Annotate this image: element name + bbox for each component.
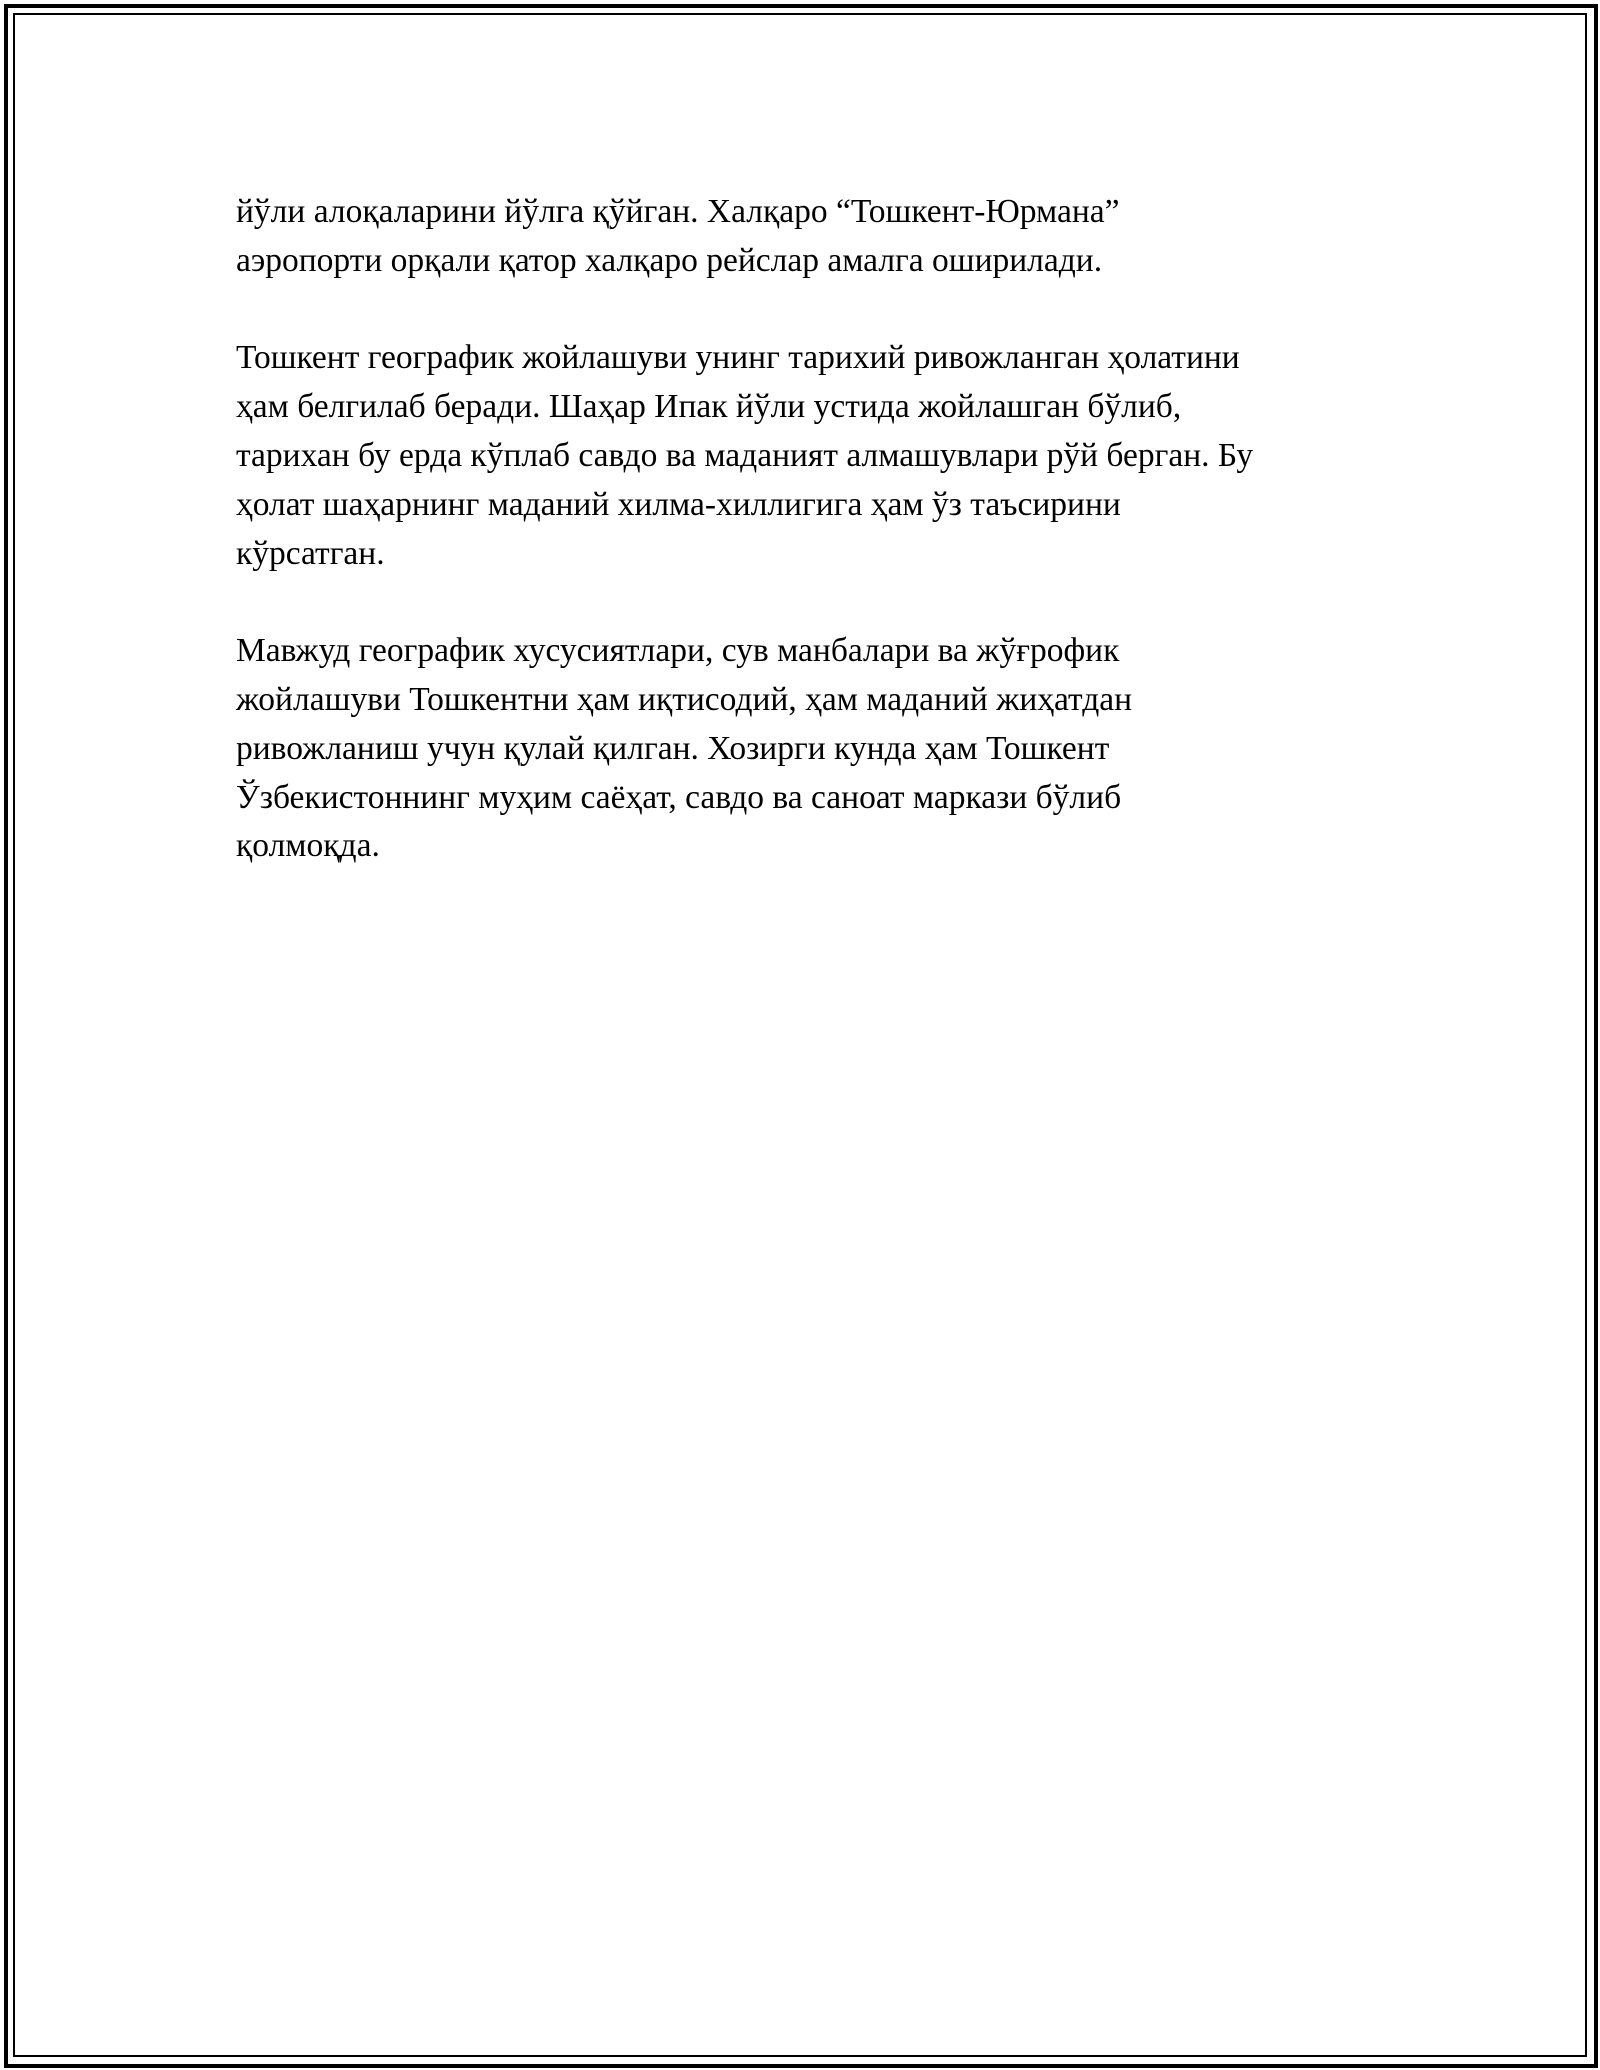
text-line: тарихан бу ерда кўплаб савдо ва маданият алмашувлари рўй берган. Бу <box>236 436 1254 474</box>
paragraph-2 <box>236 334 1396 578</box>
text-line: жойлашуви Тошкентни ҳам иқтисодий, ҳам маданий жиҳатдан <box>236 680 1133 718</box>
paragraph-3 <box>236 627 1396 871</box>
text-line: ҳолат шаҳарнинг маданий хилма-хиллигига ҳам ўз таъсирини <box>236 485 1121 523</box>
text-line: ҳам белгилаб беради. Шаҳар Ипак йўли устида жойлашган бўлиб, <box>236 388 1182 426</box>
paragraph-1 <box>236 188 1396 286</box>
text-line: Мавжуд географик хусусиятлари, сув манбалари ва жўғрофик <box>236 632 1120 670</box>
text-line: аэропорти орқали қатор халқаро рейслар амалга оширилади. <box>236 241 1103 279</box>
text-line: ривожланиш учун қулай қилган. Хозирги кунда ҳам Тошкент <box>236 729 1110 767</box>
document-body <box>236 188 1396 920</box>
text-line: қолмоқда. <box>236 827 380 865</box>
text-line: кўрсатган. <box>236 534 385 572</box>
text-line: Тошкент географик жойлашуви унинг тарихий ривожланган ҳолатини <box>236 339 1240 377</box>
text-line: Ўзбекистоннинг муҳим саёҳат, савдо ва саноат маркази бўлиб <box>236 778 1122 816</box>
text-line: йўли алоқаларини йўлга қўйган. Халқаро “Тошкент-Юрмана” <box>236 193 1120 230</box>
